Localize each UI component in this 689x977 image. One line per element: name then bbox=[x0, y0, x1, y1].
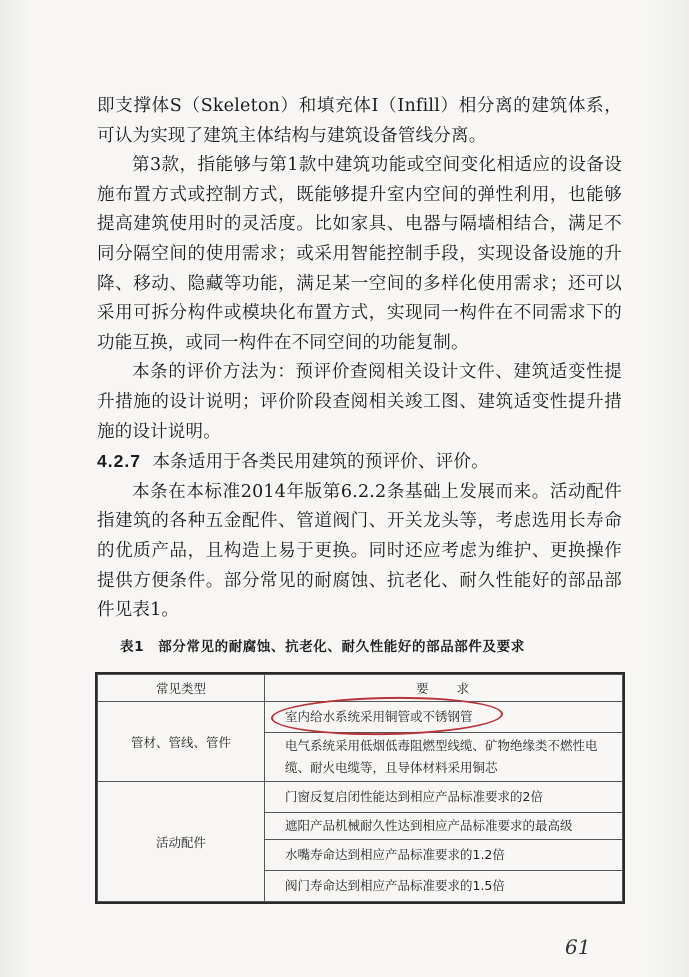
paragraph-evaluation-method: 本条的评价方法为：预评价查阅相关设计文件、建筑适变性提升措施的设计说明；评价阶段查阅相关竣工图、建筑适变性提升措施的设计说明。 bbox=[97, 362, 622, 442]
clause-body: 本条在本标准2014年版第6.2.2条基础上发展而来。活动配件指建筑的各种五金配件、管道阀门、开关龙头等，考虑选用长寿命的优质产品，且构造上易于更换。同时还应考虑为维护、更换操作提供方便条件。部分常见的耐腐蚀、抗老化、耐久性能好的部品部件见表1。 bbox=[97, 481, 622, 621]
paragraph-clause-3: 第3款，指能够与第1款中建筑功能或空间变化相适应的设备设施布置方式或控制方式，既能够提升室内空间的弹性利用，也能够提高建筑使用时的灵活度。比如家具、电器与隔墙相结合，满足不同分隔空间的使用需求；或采用智能控制手段，实现设备设施的升降、移动、隐藏等功能，满足某一空间的多样化使用需求；还可以采用可拆分构件或模块化布置方式，实现同一构件在不同需求下的功能互换，或同一构件在不同空间的功能复制。 bbox=[97, 155, 622, 353]
requirement-cell bbox=[265, 813, 623, 840]
requirement-text: 电气系统采用低烟低毒阻燃型线缆、矿物绝缘类不燃性电缆、耐火电缆等，且导体材料采用铜芯 bbox=[285, 738, 598, 775]
clause-text: 本条适用于各类民用建筑的预评价、评价。 bbox=[152, 452, 489, 473]
table-caption: 表1 部分常见的耐腐蚀、抗老化、耐久性能好的部品部件及要求 bbox=[120, 639, 525, 655]
requirement-cell: 室内给水系统采用铜管或不锈钢管 bbox=[265, 702, 623, 733]
requirement-text: 遮阳产品机械耐久性达到相应产品标准要求的最高级 bbox=[285, 818, 573, 833]
requirement-cell: 水嘴寿命达到相应产品标准要求的1.2倍 bbox=[265, 840, 623, 871]
requirement-cell bbox=[265, 733, 623, 782]
column-header-type: 常见类型 bbox=[98, 675, 265, 702]
clause-number: 4.2.7 bbox=[97, 451, 141, 472]
requirement-cell: 门窗反复启闭性能达到相应产品标准要求的2倍 bbox=[265, 782, 623, 813]
table-row bbox=[98, 782, 623, 813]
column-header-requirement: 要求 bbox=[265, 675, 623, 702]
body-text bbox=[97, 92, 622, 626]
paragraph-continued: 即支撑体S（Skeleton）和填充体I（Infill）相分离的建筑体系，可认为实现了建筑主体结构与建筑设备管线分离。 bbox=[97, 96, 622, 146]
page-number: 61 bbox=[565, 935, 591, 959]
type-cell-movable-parts: 活动配件 bbox=[98, 782, 265, 902]
clause-heading bbox=[97, 447, 622, 478]
requirement-cell: 阀门寿命达到相应产品标准要求的1.5倍 bbox=[265, 871, 623, 902]
type-cell-pipes: 管材、管线、管件 bbox=[98, 702, 265, 782]
